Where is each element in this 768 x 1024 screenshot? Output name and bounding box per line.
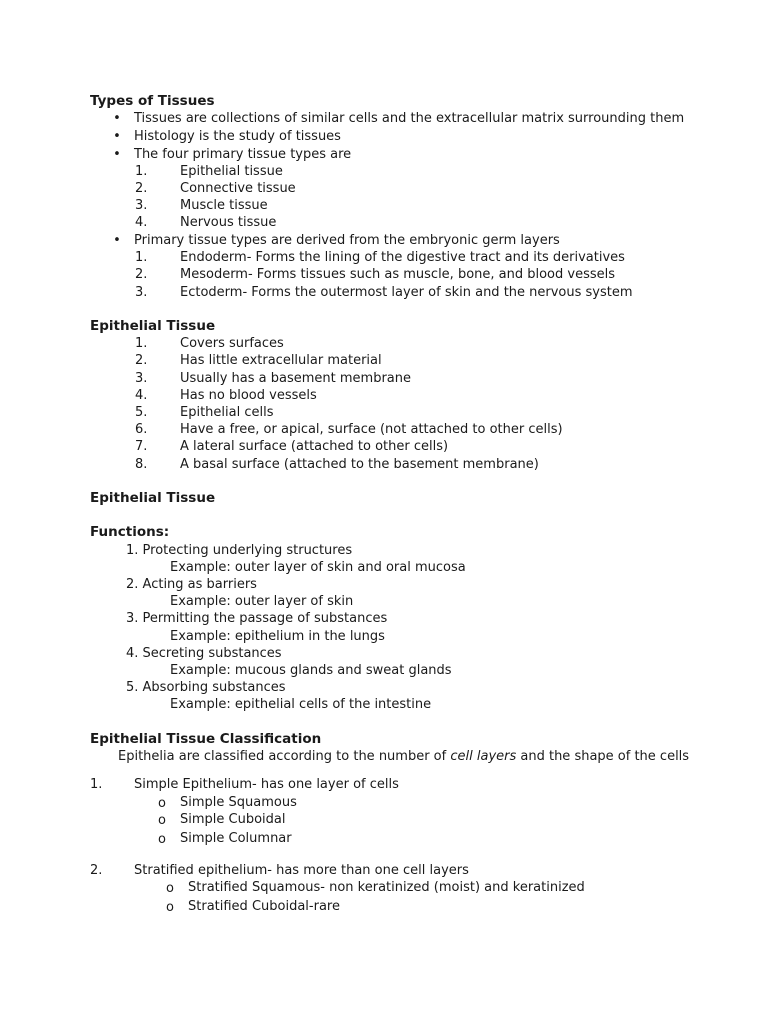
- list-item: Mesoderm- Forms tissues such as muscle, bone, and blood vessels: [180, 267, 616, 282]
- list-number: 3.: [135, 371, 148, 386]
- heading-epithelial-tissue-2: Epithelial Tissue: [90, 490, 216, 506]
- list-item: Covers surfaces: [180, 336, 284, 351]
- circle-bullet-icon: o: [158, 796, 166, 811]
- function-item: 1. Protecting underlying structures: [126, 543, 353, 558]
- classification-item: Stratified epithelium- has more than one cell layers: [134, 863, 469, 878]
- list-item: A basal surface (attached to the basement membrane): [180, 457, 539, 472]
- list-number: 2.: [135, 181, 148, 196]
- list-item: Muscle tissue: [180, 198, 268, 213]
- list-number: 2.: [135, 267, 148, 282]
- list-item: Epithelial cells: [180, 405, 274, 420]
- function-item: 5. Absorbing substances: [126, 680, 286, 695]
- list-number: 3.: [135, 285, 148, 300]
- classification-intro: [118, 748, 689, 765]
- intro-text-end: and the shape of the cells: [516, 749, 690, 764]
- list-number: 5.: [135, 405, 148, 420]
- function-example: Example: outer layer of skin: [170, 594, 354, 609]
- sub-item: Stratified Squamous- non keratinized (moist) and keratinized: [188, 880, 585, 895]
- bullet-item: Histology is the study of tissues: [134, 129, 341, 144]
- bullet-icon: •: [113, 147, 121, 162]
- list-number: 3.: [135, 198, 148, 213]
- list-item: Nervous tissue: [180, 215, 277, 230]
- sub-item: Simple Columnar: [180, 831, 292, 846]
- list-item: Epithelial tissue: [180, 164, 283, 179]
- list-number: 4.: [135, 215, 148, 230]
- circle-bullet-icon: o: [166, 881, 174, 896]
- circle-bullet-icon: o: [166, 900, 174, 915]
- bullet-item: The four primary tissue types are: [134, 147, 352, 162]
- intro-text: Epithelia are classified according to the number of: [118, 749, 451, 764]
- function-example: Example: mucous glands and sweat glands: [170, 663, 452, 678]
- list-item: Have a free, or apical, surface (not attached to other cells): [180, 422, 563, 437]
- heading-epithelial-tissue: Epithelial Tissue: [90, 318, 216, 334]
- list-item: Connective tissue: [180, 181, 296, 196]
- list-item: Endoderm- Forms the lining of the digestive tract and its derivatives: [180, 250, 625, 265]
- list-item: Ectoderm- Forms the outermost layer of skin and the nervous system: [180, 285, 633, 300]
- sub-item: Stratified Cuboidal-rare: [188, 899, 340, 914]
- function-item: 4. Secreting substances: [126, 646, 282, 661]
- list-number: 6.: [135, 422, 148, 437]
- bullet-icon: •: [113, 233, 121, 248]
- list-item: Has no blood vessels: [180, 388, 317, 403]
- heading-classification: Epithelial Tissue Classification: [90, 731, 322, 747]
- heading-types-of-tissues: Types of Tissues: [90, 93, 215, 109]
- list-item: Usually has a basement membrane: [180, 371, 411, 386]
- sub-item: Simple Squamous: [180, 795, 297, 810]
- list-number: 7.: [135, 439, 148, 454]
- function-item: 2. Acting as barriers: [126, 577, 257, 592]
- bullet-icon: •: [113, 111, 121, 126]
- function-example: Example: epithelium in the lungs: [170, 629, 385, 644]
- heading-functions: Functions:: [90, 524, 170, 540]
- list-number: 1.: [135, 164, 148, 179]
- list-number: 8.: [135, 457, 148, 472]
- list-number: 2.: [90, 863, 103, 878]
- list-item: Has little extracellular material: [180, 353, 382, 368]
- circle-bullet-icon: o: [158, 832, 166, 847]
- list-number: 1.: [135, 336, 148, 351]
- function-item: 3. Permitting the passage of substances: [126, 611, 388, 626]
- list-number: 1.: [135, 250, 148, 265]
- function-example: Example: epithelial cells of the intestine: [170, 697, 432, 712]
- classification-item: Simple Epithelium- has one layer of cells: [134, 777, 399, 792]
- list-number: 2.: [135, 353, 148, 368]
- bullet-item: Tissues are collections of similar cells and the extracellular matrix surrounding them: [134, 111, 685, 126]
- circle-bullet-icon: o: [158, 813, 166, 828]
- sub-item: Simple Cuboidal: [180, 812, 286, 827]
- bullet-icon: •: [113, 129, 121, 144]
- list-number: 4.: [135, 388, 148, 403]
- list-number: 1.: [90, 777, 103, 792]
- function-example: Example: outer layer of skin and oral mucosa: [170, 560, 466, 575]
- list-item: A lateral surface (attached to other cells): [180, 439, 449, 454]
- intro-italic-text: cell layers: [450, 749, 517, 764]
- bullet-item: Primary tissue types are derived from the embryonic germ layers: [134, 233, 560, 248]
